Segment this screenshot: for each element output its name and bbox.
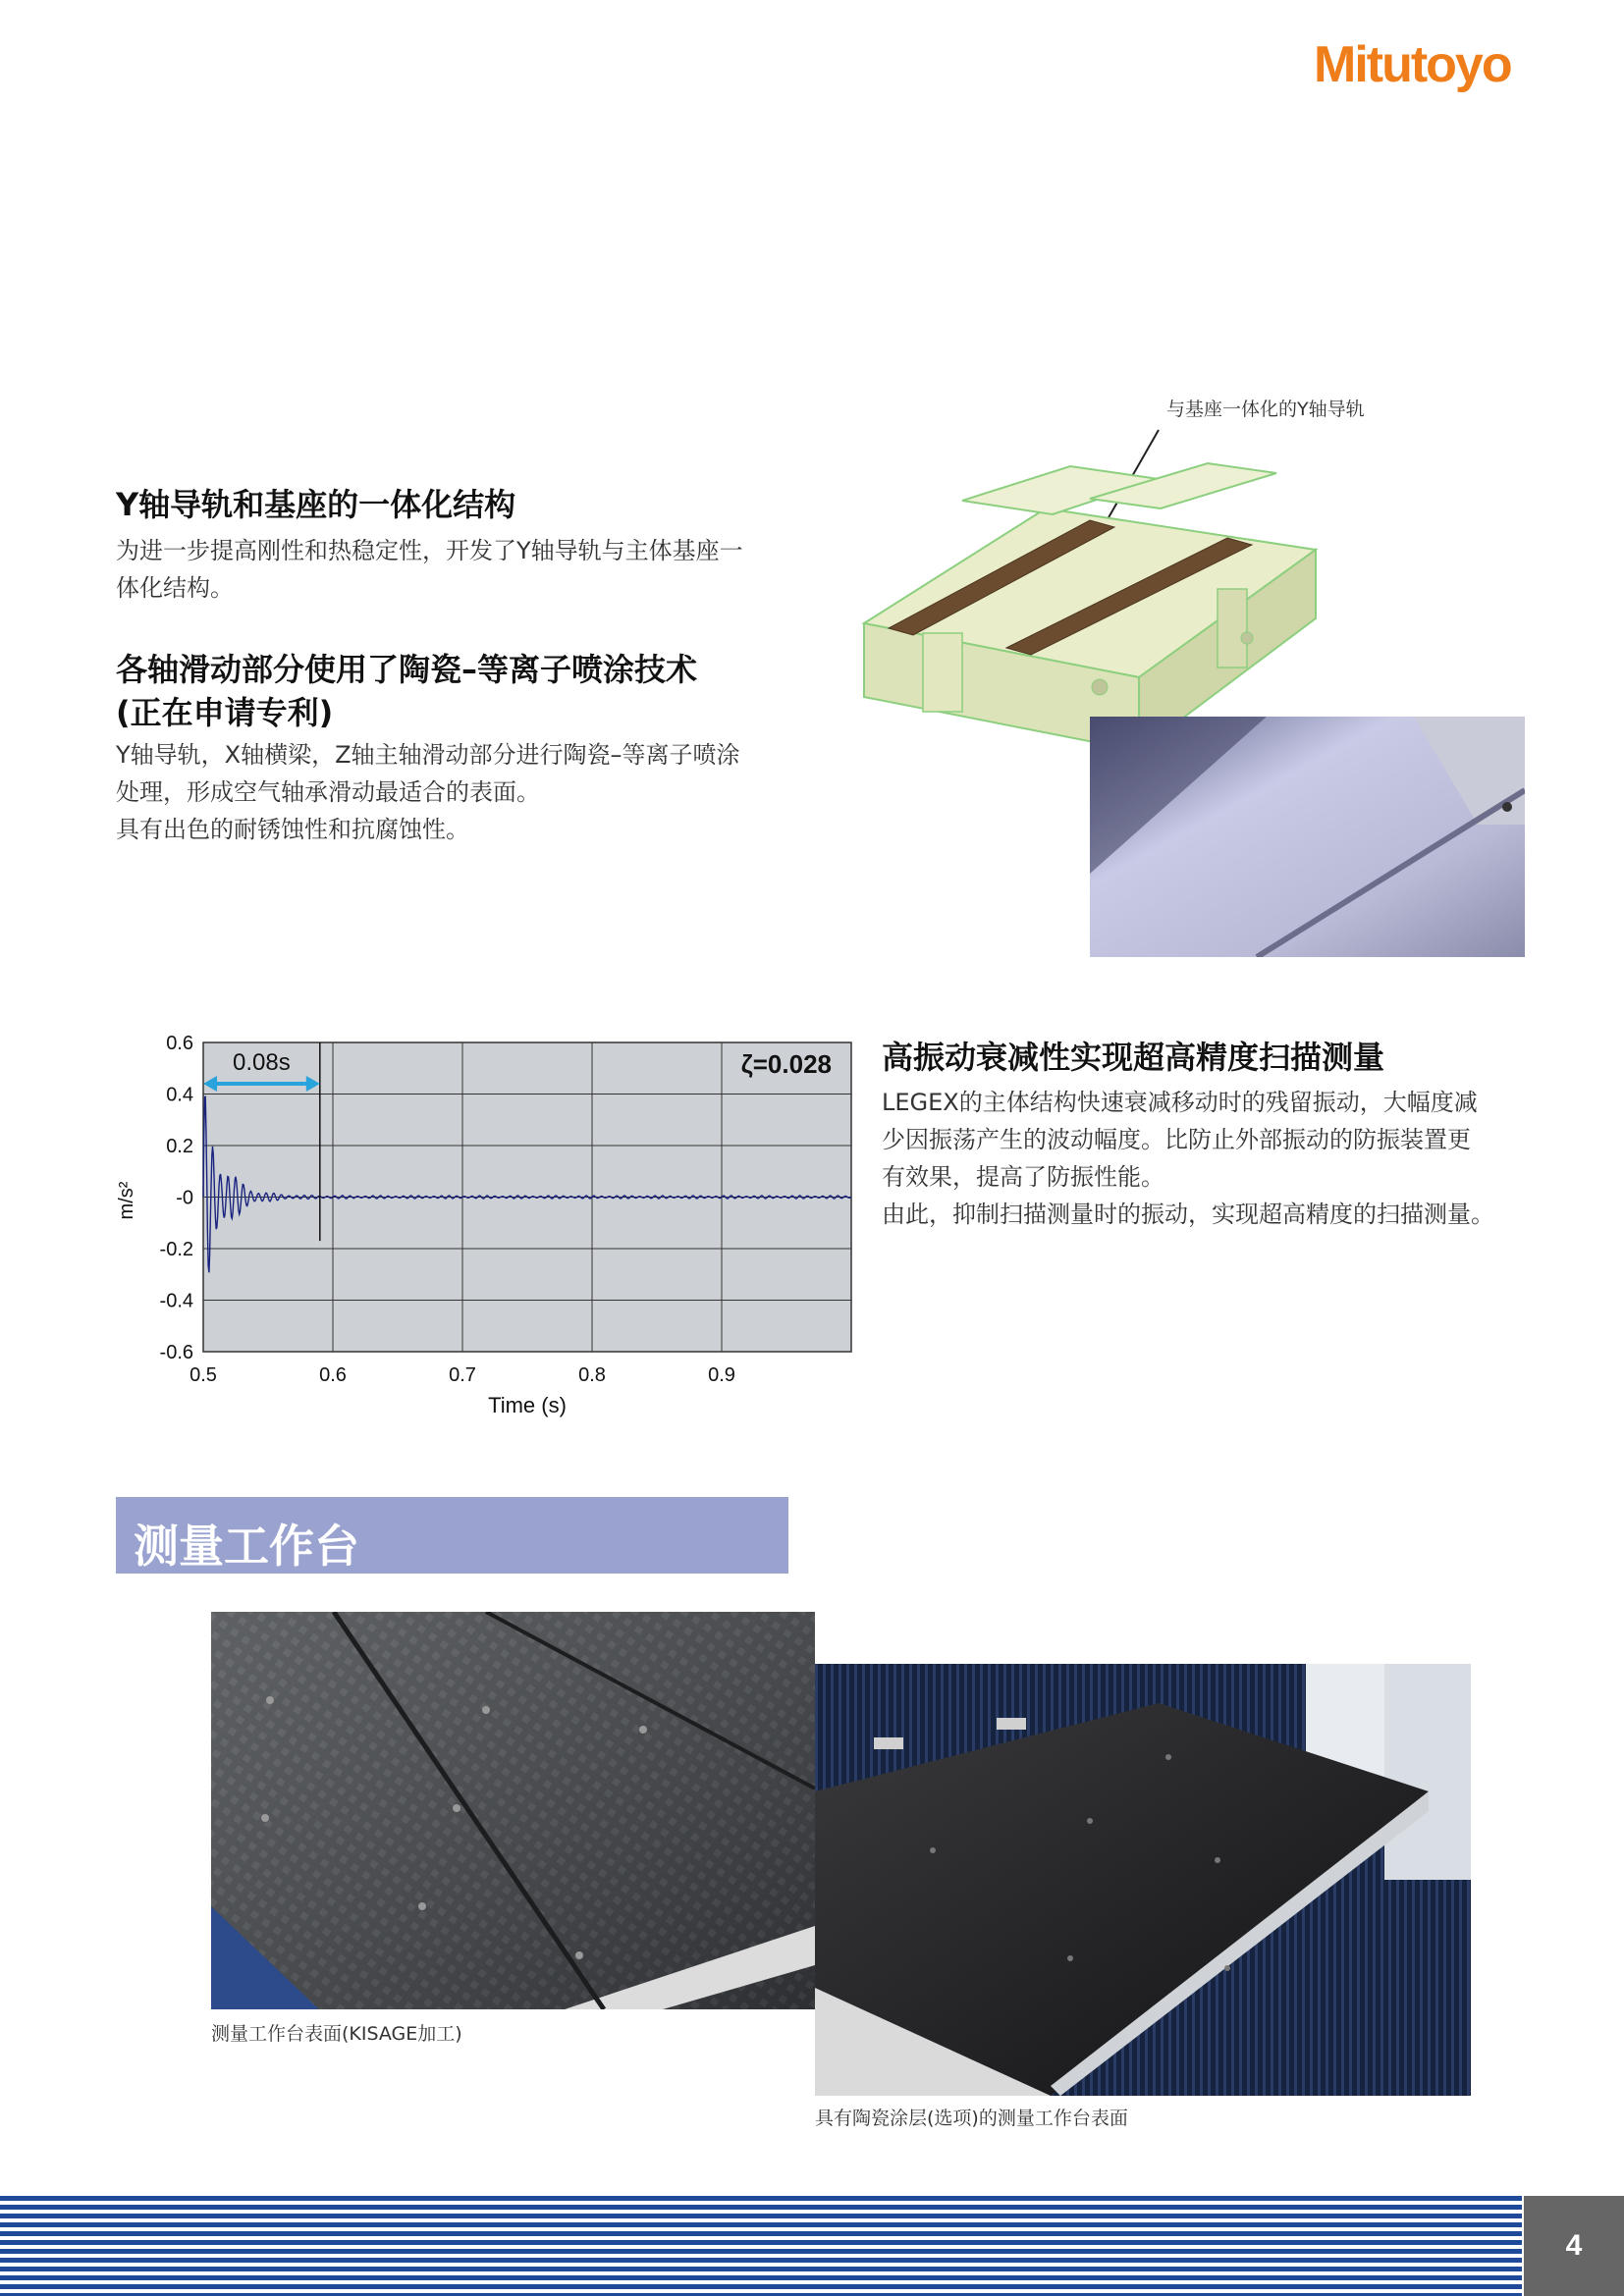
section3-line: 有效果，提高了防振性能。 — [882, 1163, 1164, 1191]
section2-title-line: (正在申请专利) — [116, 694, 334, 731]
page-number: 4 — [1565, 2229, 1583, 2262]
y-tick-label: 0.4 — [166, 1084, 193, 1106]
ceramic-table-photo — [815, 1664, 1471, 2096]
rail-base-model-illustration — [844, 412, 1335, 766]
y-axis-label: m/s² — [116, 1181, 137, 1220]
y-tick-label: -0 — [176, 1187, 193, 1209]
section3-title: 高振动衰减性实现超高精度扫描测量 — [882, 1039, 1385, 1076]
page-number-box — [1524, 2196, 1624, 2296]
interval-label: 0.08s — [233, 1049, 291, 1076]
x-tick-label: 0.7 — [449, 1364, 476, 1386]
caption-right: 具有陶瓷涂层(选项)的测量工作台表面 — [815, 2108, 1128, 2129]
section3-line: 由此，抑制扫描测量时的振动，实现超高精度的扫描测量。 — [882, 1201, 1494, 1228]
x-tick-label: 0.8 — [578, 1364, 606, 1386]
guide-rail-callout: 与基座一体化的Y轴导轨 — [1166, 399, 1365, 420]
ceramic-surface-photo — [1090, 717, 1525, 957]
y-tick-label: -0.4 — [159, 1290, 193, 1312]
section1-line: 为进一步提高刚性和热稳定性，开发了Y轴导轨与主体基座一 — [116, 537, 743, 564]
y-tick-label: -0.6 — [159, 1342, 193, 1363]
footer-stripes — [0, 2196, 1522, 2296]
section3-line: 少因振荡产生的波动幅度。比防止外部振动的防振装置更 — [882, 1126, 1471, 1153]
section2-body — [116, 736, 740, 848]
section2-title — [116, 648, 697, 734]
section-band-title: 测量工作台 — [134, 1520, 359, 1573]
section1-line: 体化结构。 — [116, 574, 234, 602]
x-tick-label: 0.5 — [189, 1364, 217, 1386]
x-tick-label: 0.6 — [319, 1364, 347, 1386]
y-tick-label: 0.6 — [166, 1033, 193, 1054]
y-tick-label: -0.2 — [159, 1239, 193, 1260]
section1-title: Y轴导轨和基座的一体化结构 — [116, 486, 516, 523]
section2-title-line: 各轴滑动部分使用了陶瓷–等离子喷涂技术 — [116, 651, 698, 688]
section1-body — [116, 532, 743, 607]
damping-ratio-label: ζ=0.028 — [740, 1049, 832, 1079]
section3-line: LEGEX的主体结构快速衰减移动时的残留振动，大幅度减 — [882, 1089, 1478, 1116]
section2-line: 处理，形成空气轴承滑动最适合的表面。 — [116, 778, 540, 806]
vibration-damping-chart — [103, 1026, 869, 1428]
section-band — [116, 1497, 788, 1574]
x-tick-label: 0.9 — [708, 1364, 735, 1386]
x-axis-label: Time (s) — [488, 1393, 567, 1417]
mitutoyo-logo: Mitutoyo — [1314, 36, 1511, 93]
y-tick-label: 0.2 — [166, 1136, 193, 1157]
kisage-table-photo — [211, 1612, 815, 2009]
section2-line: Y轴导轨，X轴横梁，Z轴主轴滑动部分进行陶瓷–等离子喷涂 — [116, 741, 740, 769]
section3-body — [882, 1084, 1494, 1233]
caption-left: 测量工作台表面(KISAGE加工) — [211, 2023, 462, 2045]
section2-line: 具有出色的耐锈蚀性和抗腐蚀性。 — [116, 816, 469, 843]
